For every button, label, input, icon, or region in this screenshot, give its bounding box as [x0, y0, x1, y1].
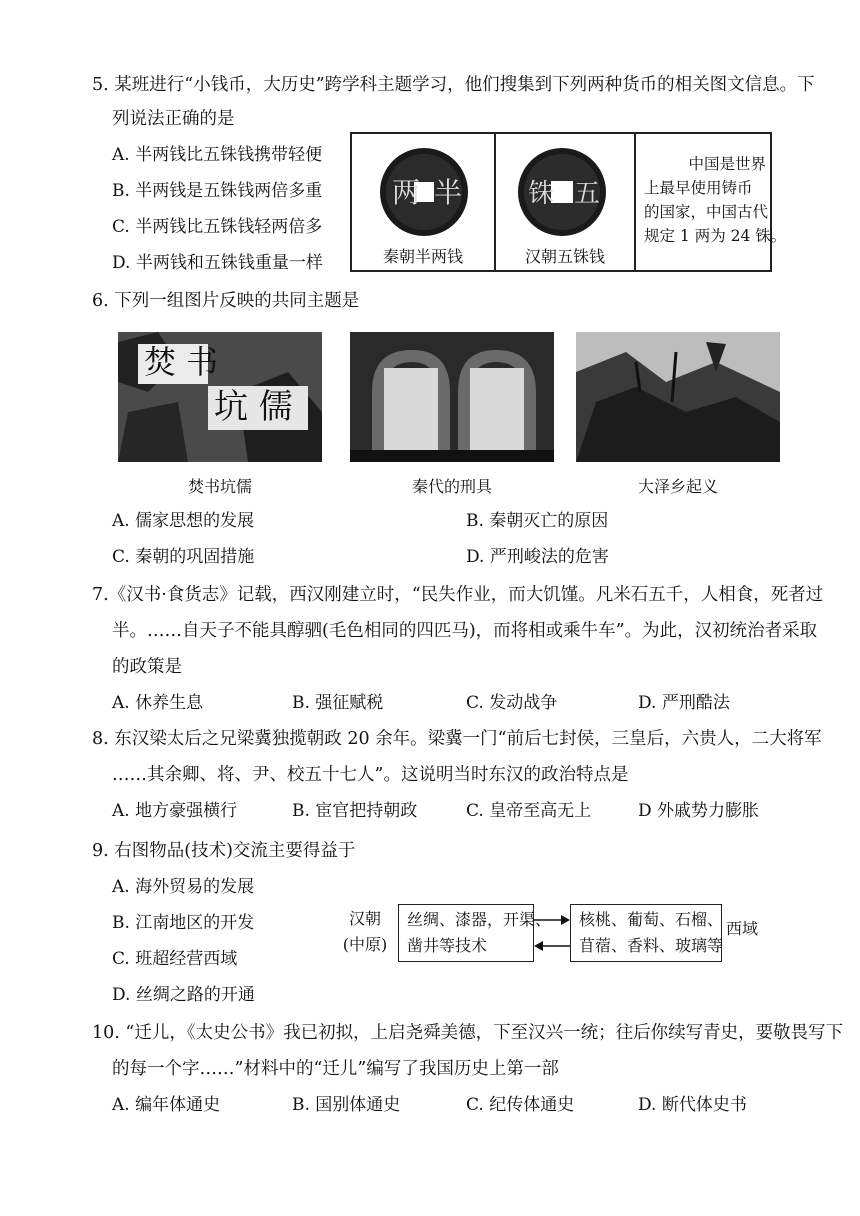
q7-option-d: D. 严刑酷法 — [638, 693, 730, 713]
note-line: 上最早使用铸币 — [644, 179, 753, 197]
q10-option-c: C. 纪传体通史 — [466, 1095, 575, 1115]
box-line: 凿井等技术 — [407, 936, 488, 955]
western-regions-label: 西域 — [726, 919, 759, 938]
coin1-caption: 秦朝半两钱 — [382, 247, 463, 266]
q6-option-d: D. 严刑峻法的危害 — [466, 547, 609, 567]
q8-option-a: A. 地方豪强横行 — [112, 801, 238, 821]
image2-caption: 秦代的刑具 — [411, 477, 492, 496]
note-line: 的国家，中国古代 — [644, 203, 769, 221]
q8-stem-line2: ……其余卿、将、尹、校五十七人”。这说明当时东汉的政治特点是 — [112, 765, 629, 785]
svg-text:铢: 铢 — [528, 179, 555, 209]
image-overlay-text: 焚 书 — [144, 343, 219, 381]
q9-option-c: C. 班超经营西域 — [112, 949, 238, 969]
banliang-coin-image — [378, 146, 470, 238]
note-line: 规定 1 两为 24 铢。 — [644, 227, 787, 245]
q7-option-a: A. 休养生息 — [112, 693, 204, 713]
q6-stem: 6. 下列一组图片反映的共同主题是 — [92, 291, 360, 311]
q7-stem-line2: 半。……自天子不能具醇驷(毛色相同的四匹马)，而将相或乘牛车”。为此，汉初统治者采取 — [112, 621, 818, 641]
q10-option-a: A. 编年体通史 — [112, 1095, 221, 1115]
q6-option-a: A. 儒家思想的发展 — [112, 511, 255, 531]
svg-text:两: 两 — [392, 176, 421, 209]
q9-option-d: D. 丝绸之路的开通 — [112, 985, 255, 1005]
q9-option-a: A. 海外贸易的发展 — [112, 877, 255, 897]
han-label — [334, 906, 396, 958]
coin2-caption: 汉朝五铢钱 — [524, 247, 605, 266]
q6-option-b: B. 秦朝灭亡的原因 — [466, 511, 609, 531]
exchange-arrows-icon — [534, 904, 570, 962]
q10-stem-line2: 的每一个字……”材料中的“迁儿”编写了我国历史上第一部 — [112, 1059, 559, 1079]
coin-note — [644, 152, 787, 248]
q8-option-c: C. 皇帝至高无上 — [466, 801, 592, 821]
q6-option-c: C. 秦朝的巩固措施 — [112, 547, 255, 567]
burning-books-image — [118, 332, 322, 462]
q5-stem-line1: 5. 某班进行“小钱币，大历史”跨学科主题学习，他们搜集到下列两种货币的相关图文信息。下 — [92, 75, 815, 95]
image-overlay-text: 坑 儒 — [214, 387, 293, 427]
q8-stem-line1: 8. 东汉梁太后之兄梁冀独揽朝政 20 余年。梁冀一门“前后七封侯，三皇后，六贵人，二大将军 — [92, 729, 822, 749]
image3-caption: 大泽乡起义 — [637, 477, 718, 496]
box-line: 苜蓿、香料、玻璃等 — [579, 936, 724, 955]
svg-text:半: 半 — [434, 176, 463, 209]
q5-stem-line2: 列说法正确的是 — [112, 109, 235, 129]
q8-option-b: B. 宦官把持朝政 — [292, 801, 418, 821]
q10-option-d: D. 断代体史书 — [638, 1095, 747, 1115]
han-label-line: 汉朝 — [348, 909, 381, 928]
box-line: 丝绸、漆器，开渠、 — [407, 910, 552, 929]
q5-option-b: B. 半两钱是五铢钱两倍多重 — [112, 181, 323, 201]
q9-stem: 9. 右图物品(技术)交流主要得益于 — [92, 841, 356, 861]
q10-stem-line1: 10. “迁儿，《太史公书》我已初拟，上启尧舜美德，下至汉兴一统；往后你续写青史，要敬畏写下 — [92, 1023, 844, 1043]
svg-text:五: 五 — [574, 179, 601, 209]
box-line: 核桃、葡萄、石榴、 — [579, 910, 724, 929]
wuzhu-coin-image — [516, 146, 608, 238]
q5-option-d: D. 半两钱和五铢钱重量一样 — [112, 253, 323, 273]
q10-option-b: B. 国别体通史 — [292, 1095, 401, 1115]
q9-option-b: B. 江南地区的开发 — [112, 913, 255, 933]
note-line: 中国是世界 — [688, 155, 766, 173]
western-regions-exports-box — [570, 904, 722, 962]
qin-torture-device-image — [350, 332, 554, 462]
han-label-line: (中原) — [342, 935, 388, 954]
q5-coin-table — [350, 132, 787, 272]
q8-option-d: D 外戚势力膨胀 — [638, 801, 760, 821]
dazexiang-uprising-image — [576, 332, 780, 462]
han-exports-box — [398, 904, 552, 962]
q5-option-a: A. 半两钱比五铢钱携带轻便 — [112, 145, 323, 165]
q7-option-c: C. 发动战争 — [466, 693, 558, 713]
q7-stem-line1: 7.《汉书·食货志》记载，西汉刚建立时，“民失作业，而大饥馑。凡米石五千，人相食，死者过 — [92, 585, 824, 605]
q7-stem-line3: 的政策是 — [112, 657, 182, 677]
q7-option-b: B. 强征赋税 — [292, 693, 384, 713]
image1-caption: 焚书坑儒 — [187, 477, 252, 496]
q5-option-c: C. 半两钱比五铢钱轻两倍多 — [112, 217, 323, 237]
